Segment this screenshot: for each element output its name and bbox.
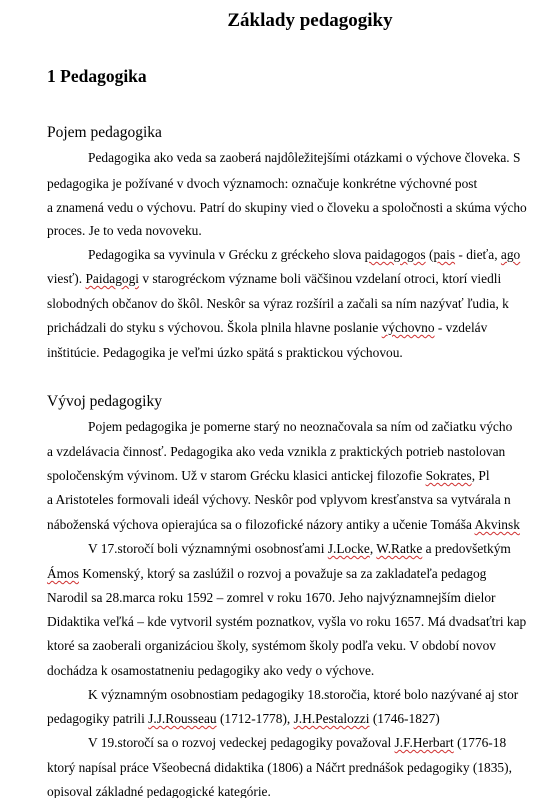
- text-segment: pedagogika je požívané v dvoch významoch: označuje konkrétne výchovné post: [47, 176, 478, 191]
- text-segment: (1746-1827): [369, 711, 440, 726]
- spellcheck-flagged-word: Paidagogi: [85, 271, 140, 286]
- text-line: [47, 271, 501, 287]
- text-line: [47, 614, 526, 630]
- text-line: [47, 517, 520, 533]
- text-line: [47, 590, 495, 606]
- text-segment: prichádzali do styku s výchovou. Škola plnila hlavne poslanie: [47, 320, 382, 335]
- text-line: [47, 566, 486, 582]
- text-line: [88, 541, 511, 557]
- text-line: [88, 419, 512, 435]
- text-segment: K významným osobnostiam pedagogiky 18.storočia, ktoré bolo nazývané aj stor: [88, 687, 519, 702]
- text-segment: Narodil sa 28.marca roku 1592 – zomrel v roku 1670. Jeho najvýznamnejším dielor: [47, 590, 496, 605]
- text-line: [47, 663, 374, 679]
- text-line: [88, 247, 520, 263]
- spellcheck-flagged-word: W.Ratke: [376, 541, 423, 556]
- spellcheck-flagged-word: paidagogos: [364, 247, 426, 262]
- spellcheck-flagged-word: Akvinsk: [474, 517, 520, 532]
- text-segment: - vzdeláv: [434, 320, 488, 335]
- text-segment: proces. Je to veda novoveku.: [47, 223, 202, 238]
- spellcheck-flagged-word: Ámos: [47, 566, 79, 581]
- spellcheck-flagged-word: pais: [433, 247, 456, 262]
- spellcheck-flagged-word: J.H.Pestalozzi: [293, 711, 370, 726]
- text-line: [47, 296, 509, 312]
- text-segment: viesť).: [47, 271, 86, 286]
- text-line: [47, 200, 527, 216]
- text-segment: ktorý napísal práce Všeobecná didaktika (1806) a Náčrt prednášok pedagogiky (1835),: [47, 760, 512, 775]
- text-segment: - dieťa,: [455, 247, 501, 262]
- text-line: [47, 784, 271, 798]
- text-segment: V 19.storočí sa o rozvoj vedeckej pedagogiky považoval: [88, 735, 395, 750]
- text-line: [47, 638, 496, 654]
- text-segment: Pedagogika ako veda sa zaoberá najdôležitejšími otázkami o výchove človeka. S: [88, 150, 521, 165]
- text-segment: V 17.storočí boli významnými osobnosťami: [88, 541, 328, 556]
- text-segment: v starogréckom význame boli väčšinou vzdelaní otroci, ktorí viedli: [139, 271, 502, 286]
- text-segment: Didaktika veľká – kde vytvoril systém poznatkov, vyšla vo roku 1657. Má dvadsaťtri kap: [47, 614, 527, 629]
- text-line: [47, 492, 511, 508]
- text-line: [88, 735, 506, 751]
- spellcheck-flagged-word: J.J.Rousseau: [148, 711, 217, 726]
- chapter-heading: 1 Pedagogika: [47, 66, 147, 86]
- document-title: Základy pedagogiky: [227, 10, 393, 31]
- text-line: [47, 711, 440, 727]
- text-segment: a Aristoteles formovali ideál výchovy. Neskôr pod vplyvom kresťanstva sa vytvárala n: [47, 492, 511, 507]
- spellcheck-flagged-word: výchovno: [381, 320, 435, 335]
- text-segment: ktoré sa zaoberali organizáciou školy, systémom školy podľa veku. V období novov: [47, 638, 496, 653]
- text-line: [47, 760, 512, 776]
- text-segment: (1776-18: [453, 735, 507, 750]
- text-segment: opisoval základné pedagogické kategórie.: [47, 784, 271, 798]
- text-segment: spoločenským vývinom. Už v starom Grécku klasici antickej filozofie: [47, 468, 426, 483]
- section-heading-vyvoj: Vývoj pedagogiky: [47, 393, 162, 410]
- text-segment: a znamená vedu o výchovu. Patrí do skupiny vied o človeku a spoločnosti a skúma výcho: [47, 200, 527, 215]
- text-segment: pedagogiky patrili: [47, 711, 149, 726]
- text-segment: , Pl: [471, 468, 490, 483]
- spellcheck-flagged-word: J.F.Herbart: [394, 735, 454, 750]
- spellcheck-flagged-word: Sokrates: [425, 468, 472, 483]
- text-line: [47, 345, 403, 361]
- text-segment: (1712-1778),: [216, 711, 294, 726]
- text-line: [47, 223, 202, 239]
- text-segment: dochádza k osamostatneniu pedagogiky ako vedy o výchove.: [47, 663, 375, 678]
- text-line: [88, 687, 518, 703]
- text-line: [47, 444, 505, 460]
- text-segment: a vzdelávacia činnosť. Pedagogika ako veda vznikla z praktických potrieb nastolovan: [47, 444, 506, 459]
- text-segment: náboženská výchova opierajúca sa o filozofické názory antiky a učenie Tomáša: [47, 517, 475, 532]
- text-segment: Pojem pedagogika je pomerne starý no neoznačovala sa ním od začiatku výcho: [88, 419, 513, 434]
- text-segment: a predovšetkým: [422, 541, 511, 556]
- text-segment: slobodných občanov do škôl. Neskôr sa výraz rozšíril a začali sa ním nazývať ľudia, k: [47, 296, 509, 311]
- spellcheck-flagged-word: ago: [500, 247, 521, 262]
- text-line: [88, 150, 520, 166]
- text-line: [47, 176, 477, 192]
- text-segment: Pedagogika sa vyvinula v Grécku z gréckeho slova: [88, 247, 365, 262]
- text-segment: Komenský, ktorý sa zaslúžil o rozvoj a považuje sa za zakladateľa pedagog: [79, 566, 487, 581]
- text-segment: ,: [369, 541, 377, 556]
- text-line: [47, 468, 490, 484]
- spellcheck-flagged-word: J.Locke: [327, 541, 370, 556]
- text-segment: inštitúcie. Pedagogika je veľmi úzko spätá s praktickou výchovou.: [47, 345, 403, 360]
- text-line: [47, 320, 487, 336]
- text-segment: (: [425, 247, 434, 262]
- section-heading-pojem: Pojem pedagogika: [47, 124, 162, 141]
